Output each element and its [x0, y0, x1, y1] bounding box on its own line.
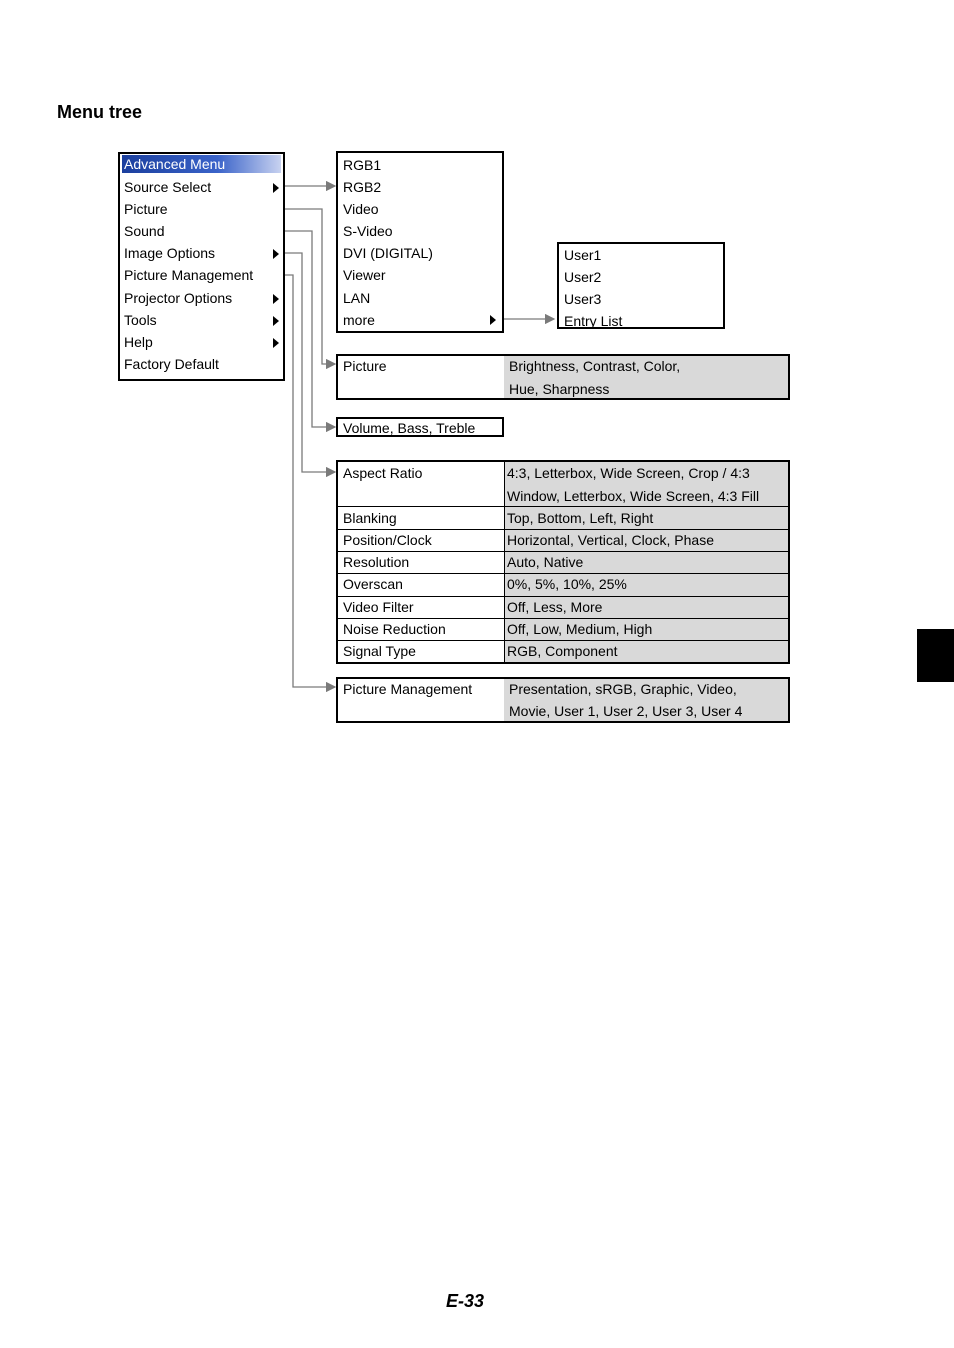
- page-number: E-33: [445, 1291, 485, 1311]
- arrow-right-icon: [273, 183, 279, 193]
- picture-table: [336, 354, 790, 400]
- picture-mgmt-label: Picture Management: [343, 681, 473, 697]
- user-item-3[interactable]: User3: [564, 291, 602, 307]
- row-value-aspect-ratio-2: Window, Letterbox, Wide Screen, 4:3 Fill: [507, 488, 760, 504]
- sound-label: Volume, Bass, Treble: [343, 420, 476, 436]
- row-label-position-clock: Position/Clock: [343, 532, 432, 548]
- picture-mgmt-values-line1: Presentation, sRGB, Graphic, Video,: [509, 681, 737, 697]
- chapter-tab: [917, 629, 954, 682]
- row-label-video-filter: Video Filter: [343, 599, 414, 615]
- row-label-overscan: Overscan: [343, 576, 403, 592]
- source-item-rgb2[interactable]: RGB2: [343, 179, 382, 195]
- arrow-right-icon: [490, 315, 496, 325]
- row-label-resolution: Resolution: [343, 554, 410, 570]
- section-heading: Menu tree: [57, 102, 143, 122]
- source-item-dvi[interactable]: DVI (DIGITAL): [343, 245, 433, 261]
- source-select-menu: [336, 151, 504, 333]
- menu-item-help[interactable]: Help: [124, 334, 153, 350]
- menu-item-tools[interactable]: Tools: [124, 312, 157, 328]
- picture-values-line1: Brightness, Contrast, Color,: [509, 358, 681, 374]
- row-value-aspect-ratio-1: 4:3, Letterbox, Wide Screen, Crop / 4:3: [507, 465, 750, 481]
- source-item-lan[interactable]: LAN: [343, 290, 371, 306]
- picture-management-table: [336, 677, 790, 723]
- menu-item-sound[interactable]: Sound: [124, 223, 165, 239]
- picture-values-line2: Hue, Sharpness: [509, 381, 610, 397]
- menu-item-projector-options[interactable]: Projector Options: [124, 290, 233, 306]
- row-value-resolution: Auto, Native: [507, 554, 584, 570]
- source-item-more[interactable]: more: [343, 312, 375, 328]
- menu-title[interactable]: Advanced Menu: [122, 155, 281, 173]
- sound-box: [336, 417, 504, 437]
- row-label-signal-type: Signal Type: [343, 643, 416, 659]
- source-item-rgb1[interactable]: RGB1: [343, 157, 382, 173]
- source-item-s-video[interactable]: S-Video: [343, 223, 393, 239]
- source-item-viewer[interactable]: Viewer: [343, 267, 386, 283]
- advanced-menu: [118, 152, 285, 381]
- source-item-video[interactable]: Video: [343, 201, 379, 217]
- row-label-noise-reduction: Noise Reduction: [343, 621, 446, 637]
- user-item-2[interactable]: User2: [564, 269, 602, 285]
- row-label-blanking: Blanking: [343, 510, 397, 526]
- menu-item-picture-management[interactable]: Picture Management: [124, 267, 254, 283]
- row-value-overscan: 0%, 5%, 10%, 25%: [507, 576, 627, 592]
- menu-item-image-options[interactable]: Image Options: [124, 245, 216, 261]
- user-item-1[interactable]: User1: [564, 247, 602, 263]
- row-value-video-filter: Off, Less, More: [507, 599, 603, 615]
- arrow-right-icon: [273, 316, 279, 326]
- row-value-blanking: Top, Bottom, Left, Right: [507, 510, 654, 526]
- row-value-signal-type: RGB, Component: [507, 643, 618, 659]
- row-value-noise-reduction: Off, Low, Medium, High: [507, 621, 653, 637]
- picture-mgmt-values-line2: Movie, User 1, User 2, User 3, User 4: [509, 703, 743, 719]
- arrow-right-icon: [273, 294, 279, 304]
- menu-item-factory-default[interactable]: Factory Default: [124, 356, 219, 372]
- menu-item-picture[interactable]: Picture: [124, 201, 168, 217]
- row-label-aspect-ratio: Aspect Ratio: [343, 465, 423, 481]
- row-value-position-clock: Horizontal, Vertical, Clock, Phase: [507, 532, 714, 548]
- arrow-right-icon: [273, 338, 279, 348]
- user-menu: [557, 242, 725, 329]
- picture-label: Picture: [343, 358, 387, 374]
- user-item-entry-list[interactable]: Entry List: [564, 313, 623, 329]
- connector-image-options: [278, 253, 335, 472]
- image-options-table: [336, 460, 790, 664]
- arrow-right-icon: [273, 249, 279, 259]
- menu-item-source-select[interactable]: Source Select: [124, 179, 212, 195]
